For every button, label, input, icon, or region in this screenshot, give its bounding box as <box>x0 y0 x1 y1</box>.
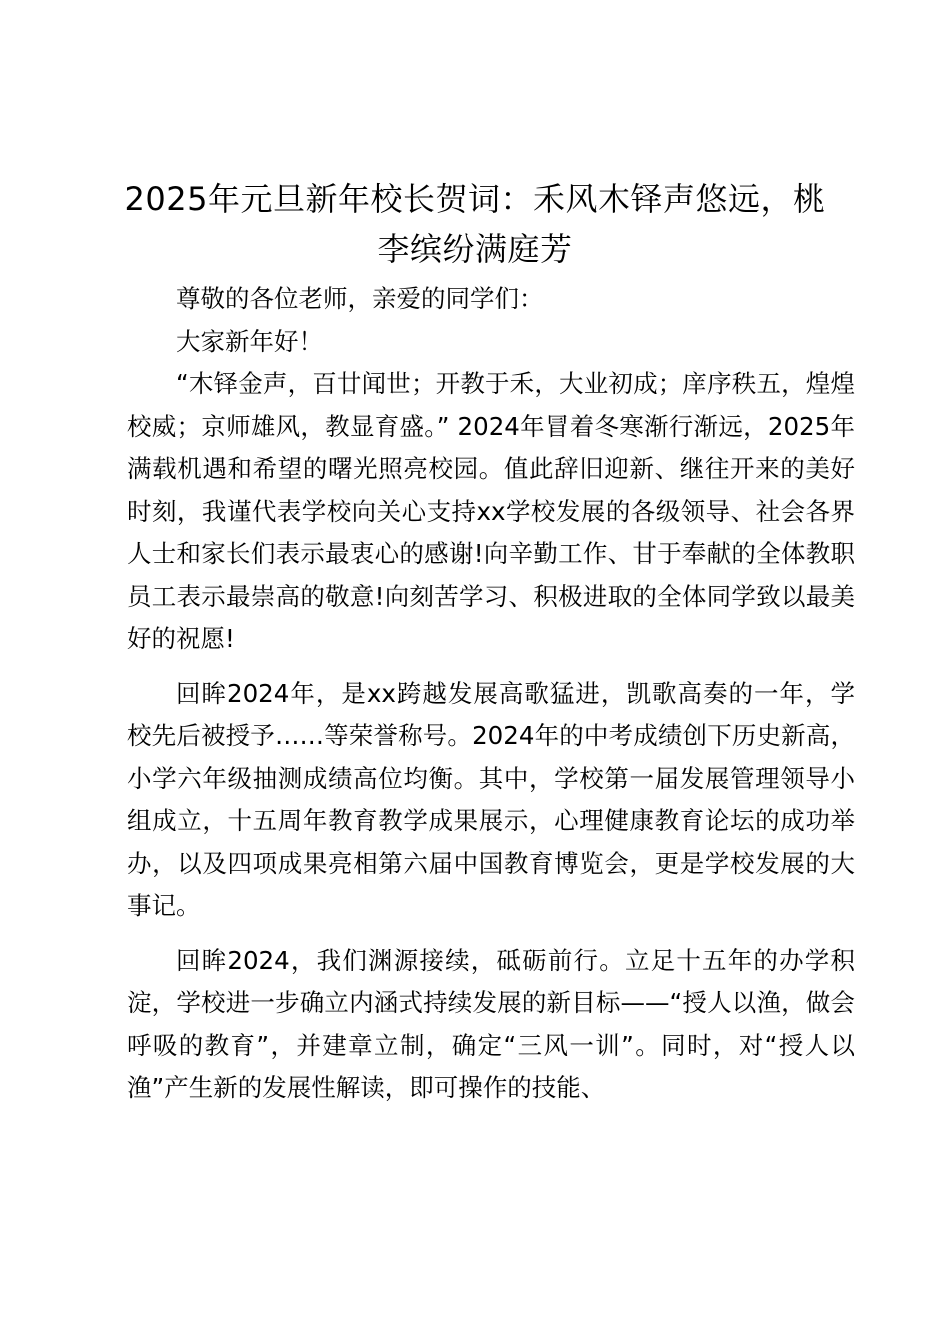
document-body <box>127 278 855 1110</box>
development-paragraph: 回眸2024，我们渊源接续，砥砺前行。立足十五年的办学积淀，学校进一步确立内涵式持续发展的新目标——“授人以渔，做会呼吸的教育”，并建章立制，确定“三风一训”。同时，对“授人以渔”产生新的发展性解读，即可操作的技能、 <box>127 945 855 1102</box>
review-paragraph: 回眸2024年，是xx跨越发展高歌猛进，凯歌高奏的一年，学校先后被授予……等荣誉称号。2024年的中考成绩创下历史新高，小学六年级抽测成绩高位均衡。其中，学校第一届发展管理领导小组成立，十五周年教育教学成果展示，心理健康教育论坛的成功举办，以及四项成果亮相第六届中国教育博览会，更是学校发展的大事记。 <box>127 678 855 920</box>
document-title: 2025年元旦新年校长贺词：禾风木铎声悠远，桃李缤纷满庭芳 <box>124 180 826 268</box>
opening-paragraph: “木铎金声，百廿闻世；开教于禾，大业初成；庠序秩五，煌煌校威；京师雄风，教显育盛。” 2024年冒着冬寒渐行渐远，2025年满载机遇和希望的曙光照亮校园。值此辞旧迎新、继往开来的美好时刻，我谨代表学校向关心支持xx学校发展的各级领导、社会各界人士和家长们表示最衷心的感谢!向辛勤工作、甘于奉献的全体教职员工表示最崇高的敬意!向刻苦学习、积极进取的全体同学致以最美好的祝愿! <box>127 369 855 653</box>
greeting-paragraph: 大家新年好！ <box>176 326 323 356</box>
salutation-paragraph: 尊敬的各位老师，亲爱的同学们： <box>176 284 544 313</box>
